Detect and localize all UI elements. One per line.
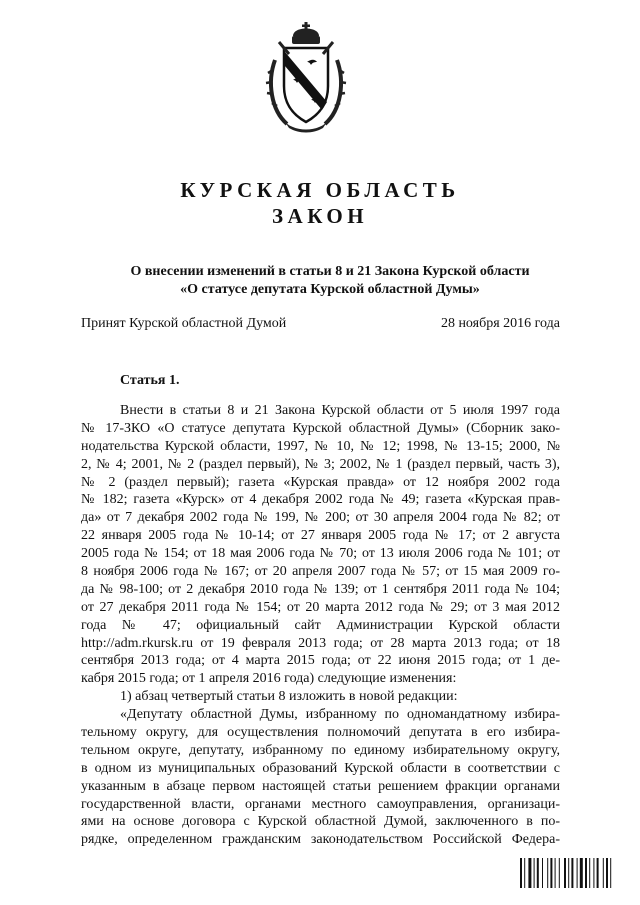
barcode-bar — [593, 858, 594, 888]
body-line: тельном округе, депутату, избранному по единому избирательному округу, — [81, 742, 560, 758]
region-title: КУРСКАЯ ОБЛАСТЬ — [180, 178, 460, 202]
law-subject-line-2: «О статусе депутата Курской областной Думы» — [180, 282, 480, 297]
body-line: кабря 2015 года; от 1 апреля 2016 года) следующие изменения: — [81, 671, 457, 687]
barcode-bar — [610, 858, 611, 888]
barcode-bar — [589, 858, 590, 888]
barcode-bar — [542, 858, 543, 888]
body-line: ями на основе договора с Курской областной Думой, заключенного в по- — [81, 814, 560, 830]
barcode-bar — [580, 858, 583, 888]
barcode-bar — [606, 858, 608, 888]
body-line: 2005 года № 154; от 18 мая 2006 года № 70; от 13 июля 2006 года № 101; от — [81, 546, 560, 562]
law-subject-line-1: О внесении изменений в статьи 8 и 21 Закона Курской области — [130, 264, 530, 279]
body-line: 8 ноября 2006 года № 167; от 20 апреля 2007 года № 57; от 15 мая 2009 го- — [81, 564, 560, 580]
adoption-date: 28 ноября 2016 года — [440, 316, 560, 331]
body-line: Внести в статьи 8 и 21 Закона Курской области от 5 июля 1997 года — [120, 403, 560, 418]
barcode-icon — [520, 858, 622, 888]
body-line: 1) абзац четвертый статьи 8 изложить в новой редакции: — [120, 689, 458, 705]
body-line: от 27 декабря 2011 года № 154; от 20 марта 2012 года № 29; от 3 мая 2012 — [81, 599, 560, 615]
body-line: 2, № 4; 2001, № 2 (раздел первый), № 3; 2002, № 1 (раздел первый, часть 3), — [81, 456, 560, 472]
document-type-title: ЗАКОН — [271, 204, 369, 228]
barcode-bar — [597, 858, 599, 888]
barcode-bar — [534, 858, 535, 888]
body-line: года № 47; официальный сайт Администрации Курской области — [81, 617, 560, 633]
body-line: http://adm.rkursk.ru от 19 февраля 2013 года; от 28 марта 2013 года; от 18 — [81, 635, 560, 651]
body-line: «Депутату областной Думы, избранному по одномандатному избира- — [120, 707, 560, 723]
barcode-bar — [568, 858, 569, 888]
body-line: нодательства Курской области, 1997, № 10, № 12; 1998, № 13-15; 2000, № — [81, 438, 560, 454]
barcode-bar — [524, 858, 525, 888]
barcode-bar — [585, 858, 587, 888]
article-body — [81, 402, 560, 849]
article-title: Статья 1. — [120, 373, 180, 388]
body-line: рядке, определенном гражданским законодательством Российской Федера- — [81, 832, 560, 848]
body-line: тельному округу, для осуществления полномочий депутата в его избира- — [81, 725, 560, 741]
barcode-bar — [537, 858, 539, 888]
barcode-bar — [520, 858, 522, 888]
body-line: да» от 7 декабря 2002 года № 199, № 200; от 30 апреля 2004 года № 82; от — [81, 510, 560, 526]
body-line: № 17-ЗКО «О статусе депутата Курской областной Думы» (Сборник зако- — [81, 420, 560, 436]
barcode-bar — [550, 858, 552, 888]
barcode-bar — [571, 858, 573, 888]
barcode-bar — [564, 858, 566, 888]
body-line: 22 января 2005 года № 10-14; от 27 января 2005 года № 17; от 2 августа — [81, 528, 560, 544]
barcode-bar — [547, 858, 548, 888]
barcode-bar — [528, 858, 531, 888]
kursk-coat-of-arms-icon — [265, 22, 347, 134]
body-line: № 2 (раздел первый); газета «Курская правда» от 12 ноября 2002 года — [81, 474, 560, 490]
body-line: да № 98-100; от 2 декабря 2010 года № 139; от 1 сентября 2011 года № 104; — [81, 581, 560, 597]
body-line: указанным в абзаце первом настоящей статьи решением фракции органами — [81, 778, 560, 794]
body-line: № 182; газета «Курск» от 4 декабря 2002 года № 49; газета «Курская прав- — [81, 492, 560, 508]
barcode-bar — [577, 858, 578, 888]
body-line: в одном из муниципальных образований Курской области в соответствии с — [81, 760, 560, 776]
barcode-bar — [559, 858, 560, 888]
adopted-by: Принят Курской областной Думой — [81, 316, 287, 331]
body-line: государственной власти, органами местного самоуправления, организаци- — [81, 796, 560, 812]
barcode-bar — [603, 858, 604, 888]
barcode-bar — [555, 858, 556, 888]
body-line: сентября 2013 года; от 4 марта 2015 года; от 22 июня 2015 года; от 1 де- — [81, 653, 560, 669]
